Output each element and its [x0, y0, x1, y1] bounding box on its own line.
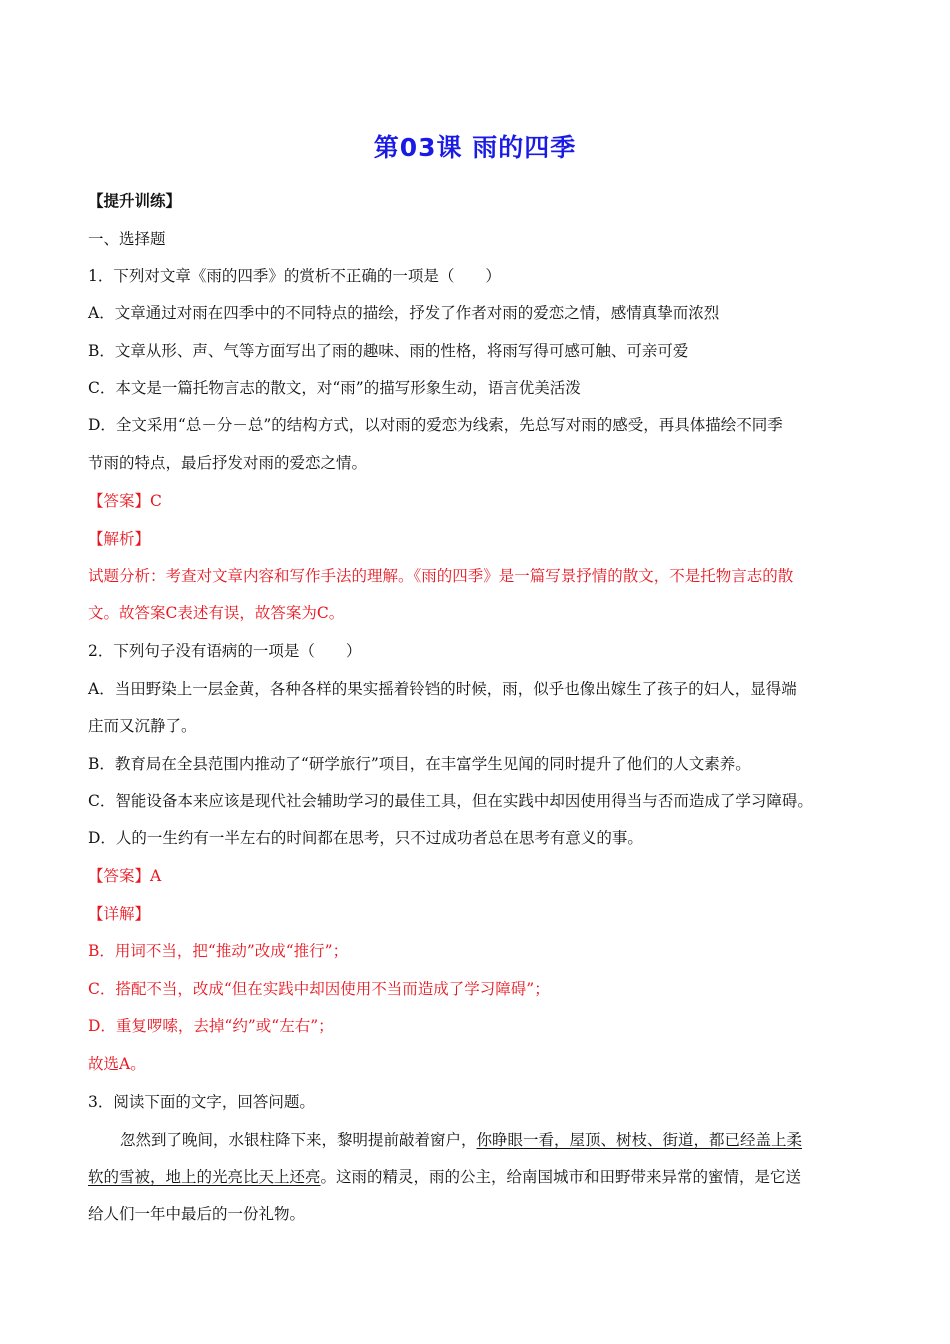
q1-option-d-line1: D．全文采用“总－分－总”的结构方式，以对雨的爱恋为线索，先总写对雨的感受，再具体描绘不同季 — [88, 416, 783, 434]
q2-detail-c: C．搭配不当，改成“但在实践中却因使用不当而造成了学习障碍”； — [88, 980, 550, 998]
part-label: 一、选择题 — [88, 230, 166, 248]
q1-option-c: C．本文是一篇托物言志的散文，对“雨”的描写形象生动，语言优美活泼 — [88, 379, 581, 397]
passage-underlined-text: 你睁眼一看，屋顶、树枝、街道，都已经盖上柔 — [476, 1131, 803, 1149]
section-header: 【提升训练】 — [88, 192, 182, 210]
q2-option-d: D．人的一生约有一半左右的时间都在思考，只不过成功者总在思考有意义的事。 — [88, 829, 643, 847]
q3-passage-line3: 给人们一年中最后的一份礼物。 — [88, 1205, 306, 1223]
q1-analysis-line1: 试题分析：考查对文章内容和写作手法的理解。《雨的四季》是一篇写景抒情的散文，不是托物言志的散 — [88, 567, 794, 585]
q1-option-d-line2: 节雨的特点，最后抒发对雨的爱恋之情。 — [88, 454, 368, 472]
answer-label: 【答案】 — [88, 492, 151, 510]
page-title: 第03课 雨的四季 — [373, 133, 577, 162]
q2-answer — [88, 865, 161, 887]
q2-option-a-line2: 庄而又沉静了。 — [88, 717, 197, 735]
q1-stem: 1．下列对文章《雨的四季》的赏析不正确的一项是（ ） — [88, 267, 501, 285]
q2-option-b: B．教育局在全县范围内推动了“研学旅行”项目，在丰富学生见闻的同时提升了他们的人文素养。 — [88, 755, 751, 773]
q3-passage-line1 — [120, 1129, 802, 1151]
q1-answer — [88, 490, 162, 512]
q2-option-a-line1: A．当田野染上一层金黄，各种各样的果实摇着铃铛的时候，雨，似乎也像出嫁生了孩子的妇人，显得端 — [88, 680, 797, 698]
q2-option-c: C．智能设备本来应该是现代社会辅助学习的最佳工具，但在实践中却因使用得当与否而造成了学习障碍。 — [88, 792, 813, 810]
q1-analysis-label: 【解析】 — [88, 530, 151, 548]
answer-value: A — [150, 867, 162, 885]
q1-option-a: A．文章通过对雨在四季中的不同特点的描绘，抒发了作者对雨的爱恋之情，感情真挚而浓烈 — [88, 304, 720, 322]
q3-passage-line2 — [88, 1166, 801, 1188]
answer-label: 【答案】 — [88, 867, 151, 885]
q1-analysis-line2: 文。故答案C表述有误，故答案为C。 — [88, 604, 345, 622]
q3-stem: 3．阅读下面的文字，回答问题。 — [88, 1093, 315, 1111]
q2-detail-d: D．重复啰嗦，去掉“约”或“左右”； — [88, 1017, 334, 1035]
q1-option-b: B．文章从形、声、气等方面写出了雨的趣味、雨的性格，将雨写得可感可触、可亲可爱 — [88, 342, 689, 360]
passage-text: 。这雨的精灵，雨的公主，给南国城市和田野带来异常的蜜情，是它送 — [320, 1168, 802, 1186]
passage-text: 忽然到了晚间，水银柱降下来，黎明提前敲着窗户， — [120, 1131, 477, 1149]
q2-stem: 2．下列句子没有语病的一项是（ ） — [88, 642, 362, 660]
q2-detail-b: B．用词不当，把“推动”改成“推行”； — [88, 942, 349, 960]
q2-conclusion: 故选A。 — [88, 1055, 146, 1073]
q2-detail-label: 【详解】 — [88, 905, 151, 923]
answer-value: C — [150, 492, 162, 510]
passage-underlined-text: 软的雪被，地上的光亮比天上还亮 — [88, 1168, 321, 1186]
